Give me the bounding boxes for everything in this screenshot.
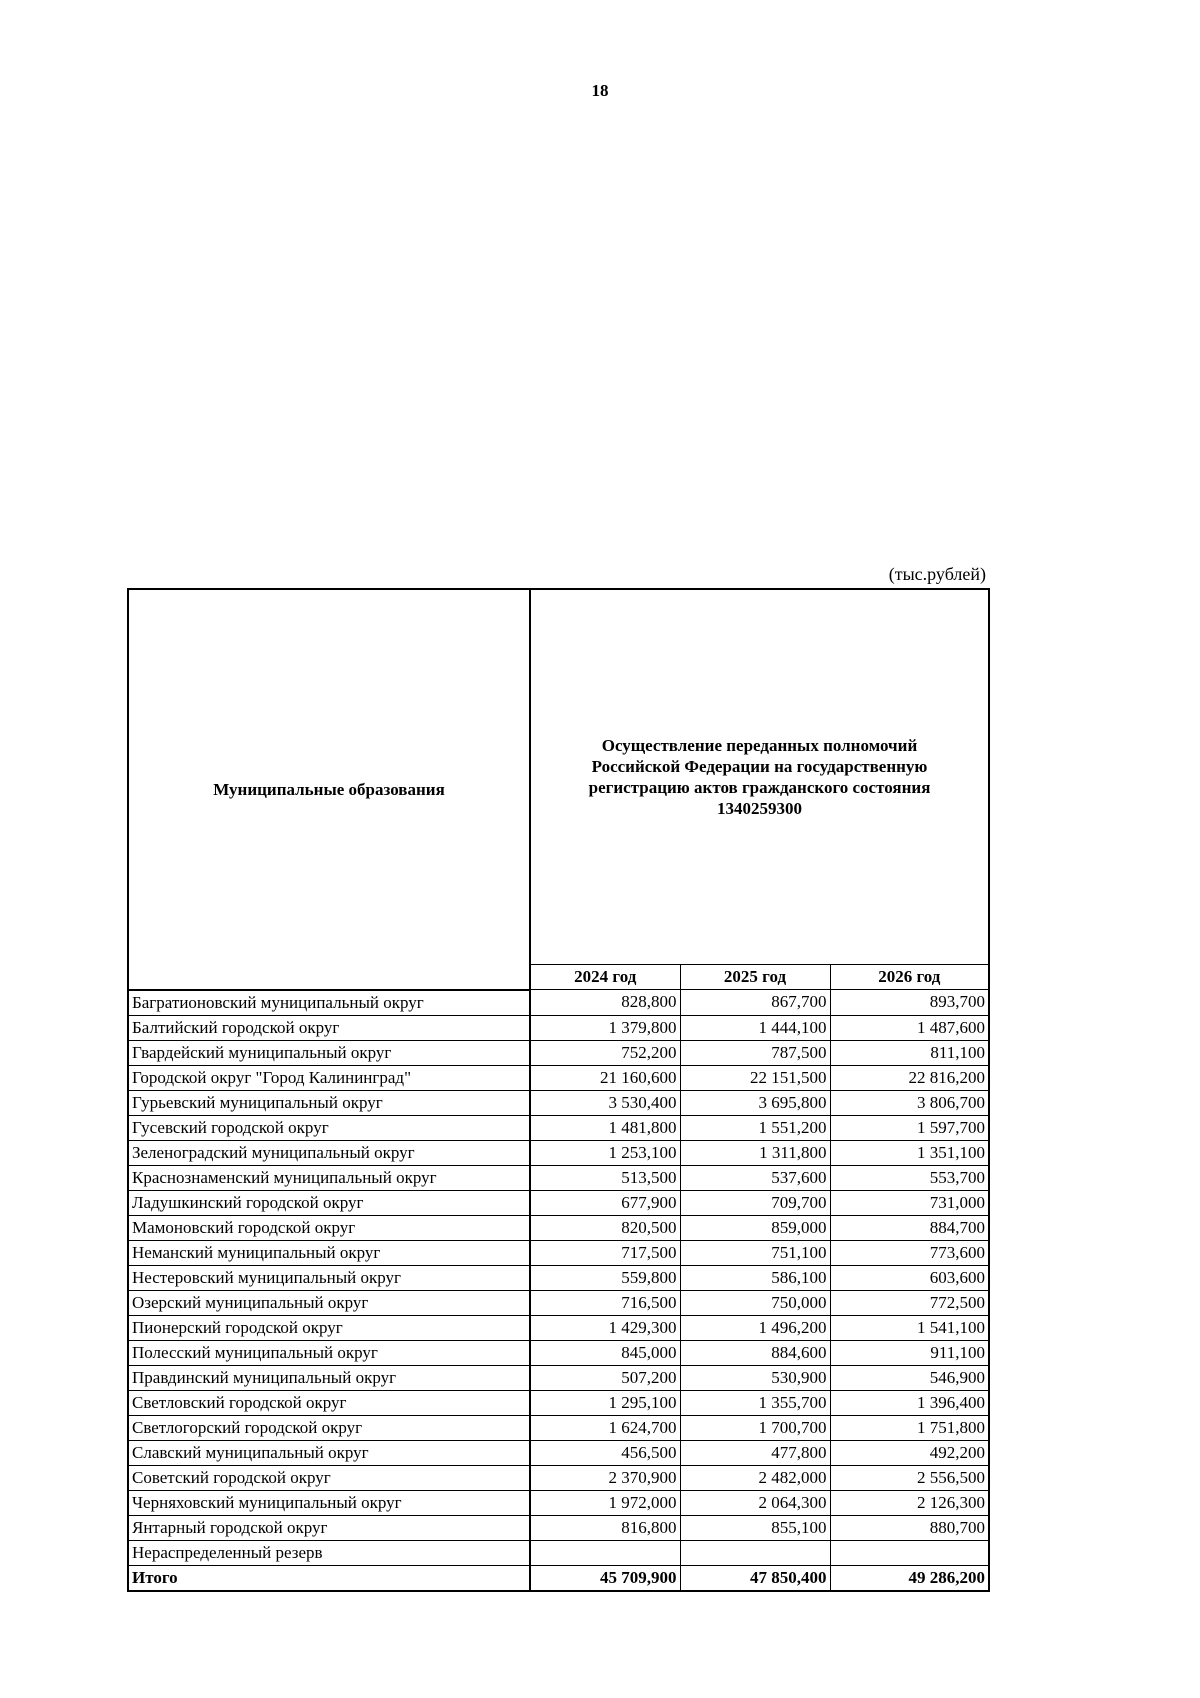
cell-2025: 751,100: [680, 1240, 830, 1265]
cell-2024: 1 379,800: [530, 1015, 680, 1040]
cell-2025: [680, 1540, 830, 1565]
cell-2024: 559,800: [530, 1265, 680, 1290]
cell-2026: 772,500: [830, 1290, 989, 1315]
table-row: [128, 1490, 989, 1515]
cell-2024: 1 429,300: [530, 1315, 680, 1340]
cell-2025: 1 355,700: [680, 1390, 830, 1415]
cell-2025: 1 496,200: [680, 1315, 830, 1340]
cell-2026: 546,900: [830, 1365, 989, 1390]
row-name: Советский городской округ: [128, 1465, 530, 1490]
cell-2025: 530,900: [680, 1365, 830, 1390]
cell-2026: 880,700: [830, 1515, 989, 1540]
cell-2026: 1 487,600: [830, 1015, 989, 1040]
cell-2026: 603,600: [830, 1265, 989, 1290]
row-name: Неманский муниципальный округ: [128, 1240, 530, 1265]
table-row: [128, 1515, 989, 1540]
cell-2024: 1 972,000: [530, 1490, 680, 1515]
cell-2026: 492,200: [830, 1440, 989, 1465]
cell-2025: 22 151,500: [680, 1065, 830, 1090]
table-row: [128, 1315, 989, 1340]
table-body: [128, 990, 989, 1591]
row-name: Нераспределенный резерв: [128, 1540, 530, 1565]
cell-2026: 811,100: [830, 1040, 989, 1065]
cell-2025: 859,000: [680, 1215, 830, 1240]
header-municipalities: Муниципальные образования: [128, 589, 530, 990]
cell-2025: 750,000: [680, 1290, 830, 1315]
row-name: Янтарный городской округ: [128, 1515, 530, 1540]
cell-2025: 884,600: [680, 1340, 830, 1365]
cell-2025: 2 064,300: [680, 1490, 830, 1515]
row-name: Гвардейский муниципальный округ: [128, 1040, 530, 1065]
header-year-2026: 2026 год: [830, 965, 989, 990]
cell-2024: 820,500: [530, 1215, 680, 1240]
cell-2024: 21 160,600: [530, 1065, 680, 1090]
table-row: [128, 1090, 989, 1115]
header-year-2025: 2025 год: [680, 965, 830, 990]
cell-2024: 828,800: [530, 990, 680, 1016]
cell-2026: 3 806,700: [830, 1090, 989, 1115]
table-row: [128, 1540, 989, 1565]
cell-2025: 709,700: [680, 1190, 830, 1215]
header-group-line: Российской Федерации на государственную: [591, 757, 928, 776]
cell-2025: 477,800: [680, 1440, 830, 1465]
cell-2026: 2 556,500: [830, 1465, 989, 1490]
cell-2026: 1 351,100: [830, 1140, 989, 1165]
cell-2026: 22 816,200: [830, 1065, 989, 1090]
header-group-code: 1340259300: [717, 799, 803, 818]
cell-2026: 1 751,800: [830, 1415, 989, 1440]
cell-2024: 513,500: [530, 1165, 680, 1190]
units-label: (тыс.рублей): [888, 564, 986, 584]
cell-2025: 3 695,800: [680, 1090, 830, 1115]
row-name: Мамоновский городской округ: [128, 1215, 530, 1240]
table-row-total: [128, 1565, 989, 1591]
cell-2026: 2 126,300: [830, 1490, 989, 1515]
table-row: [128, 1465, 989, 1490]
cell-2025: 1 700,700: [680, 1415, 830, 1440]
table-row: [128, 1415, 989, 1440]
row-name: Городской округ "Город Калининград": [128, 1065, 530, 1090]
row-name: Полесский муниципальный округ: [128, 1340, 530, 1365]
row-name: Озерский муниципальный округ: [128, 1290, 530, 1315]
cell-2025: 2 482,000: [680, 1465, 830, 1490]
row-name: Светлогорский городской округ: [128, 1415, 530, 1440]
cell-2026: 731,000: [830, 1190, 989, 1215]
total-2024: 45 709,900: [530, 1565, 680, 1591]
row-name: Ладушкинский городской округ: [128, 1190, 530, 1215]
cell-2026: 1 396,400: [830, 1390, 989, 1415]
cell-2024: 2 370,900: [530, 1465, 680, 1490]
cell-2026: 553,700: [830, 1165, 989, 1190]
table-row: [128, 1115, 989, 1140]
total-2025: 47 850,400: [680, 1565, 830, 1591]
header-year-2024: 2024 год: [530, 965, 680, 990]
row-name: Гусевский городской округ: [128, 1115, 530, 1140]
cell-2024: 752,200: [530, 1040, 680, 1065]
cell-2025: 586,100: [680, 1265, 830, 1290]
row-name: Зеленоградский муниципальный округ: [128, 1140, 530, 1165]
header-group-line: Осуществление переданных полномочий: [601, 736, 918, 755]
row-name: Гурьевский муниципальный округ: [128, 1090, 530, 1115]
cell-2024: [530, 1540, 680, 1565]
cell-2026: 1 541,100: [830, 1315, 989, 1340]
cell-2025: 855,100: [680, 1515, 830, 1540]
table-row: [128, 1040, 989, 1065]
cell-2025: 537,600: [680, 1165, 830, 1190]
row-name: Краснознаменский муниципальный округ: [128, 1165, 530, 1190]
cell-2026: 1 597,700: [830, 1115, 989, 1140]
cell-2025: 787,500: [680, 1040, 830, 1065]
cell-2024: 507,200: [530, 1365, 680, 1390]
table-row: [128, 1390, 989, 1415]
cell-2024: 677,900: [530, 1190, 680, 1215]
header-group-title: [530, 589, 989, 965]
row-name: Балтийский городской округ: [128, 1015, 530, 1040]
table-row: [128, 1340, 989, 1365]
cell-2024: 1 481,800: [530, 1115, 680, 1140]
row-name: Правдинский муниципальный округ: [128, 1365, 530, 1390]
table-row: [128, 1265, 989, 1290]
cell-2024: 1 295,100: [530, 1390, 680, 1415]
cell-2025: 867,700: [680, 990, 830, 1016]
cell-2024: 717,500: [530, 1240, 680, 1265]
table-row: [128, 1065, 989, 1090]
cell-2024: 1 253,100: [530, 1140, 680, 1165]
table-row: [128, 1290, 989, 1315]
row-name: Пионерский городской округ: [128, 1315, 530, 1340]
table-row: [128, 1140, 989, 1165]
cell-2024: 845,000: [530, 1340, 680, 1365]
row-name: Славский муниципальный округ: [128, 1440, 530, 1465]
table-row: [128, 1215, 989, 1240]
table-row: [128, 1365, 989, 1390]
cell-2025: 1 311,800: [680, 1140, 830, 1165]
row-name: Нестеровский муниципальный округ: [128, 1265, 530, 1290]
table-row: [128, 990, 989, 1016]
table-row: [128, 1165, 989, 1190]
budget-table: [127, 588, 990, 1592]
cell-2025: 1 551,200: [680, 1115, 830, 1140]
cell-2024: 716,500: [530, 1290, 680, 1315]
table-row: [128, 1440, 989, 1465]
row-name: Багратионовский муниципальный округ: [128, 990, 530, 1016]
total-label: Итого: [128, 1565, 530, 1591]
row-name: Светловский городской округ: [128, 1390, 530, 1415]
table-row: [128, 1190, 989, 1215]
cell-2025: 1 444,100: [680, 1015, 830, 1040]
cell-2026: 911,100: [830, 1340, 989, 1365]
cell-2024: 816,800: [530, 1515, 680, 1540]
cell-2024: 456,500: [530, 1440, 680, 1465]
table-row: [128, 1240, 989, 1265]
cell-2024: 3 530,400: [530, 1090, 680, 1115]
cell-2026: [830, 1540, 989, 1565]
header-group-line: регистрацию актов гражданского состояния: [588, 778, 931, 797]
page-number: 18: [591, 81, 609, 100]
cell-2026: 884,700: [830, 1215, 989, 1240]
cell-2026: 773,600: [830, 1240, 989, 1265]
total-2026: 49 286,200: [830, 1565, 989, 1591]
table-row: [128, 1015, 989, 1040]
row-name: Черняховский муниципальный округ: [128, 1490, 530, 1515]
cell-2024: 1 624,700: [530, 1415, 680, 1440]
cell-2026: 893,700: [830, 990, 989, 1016]
